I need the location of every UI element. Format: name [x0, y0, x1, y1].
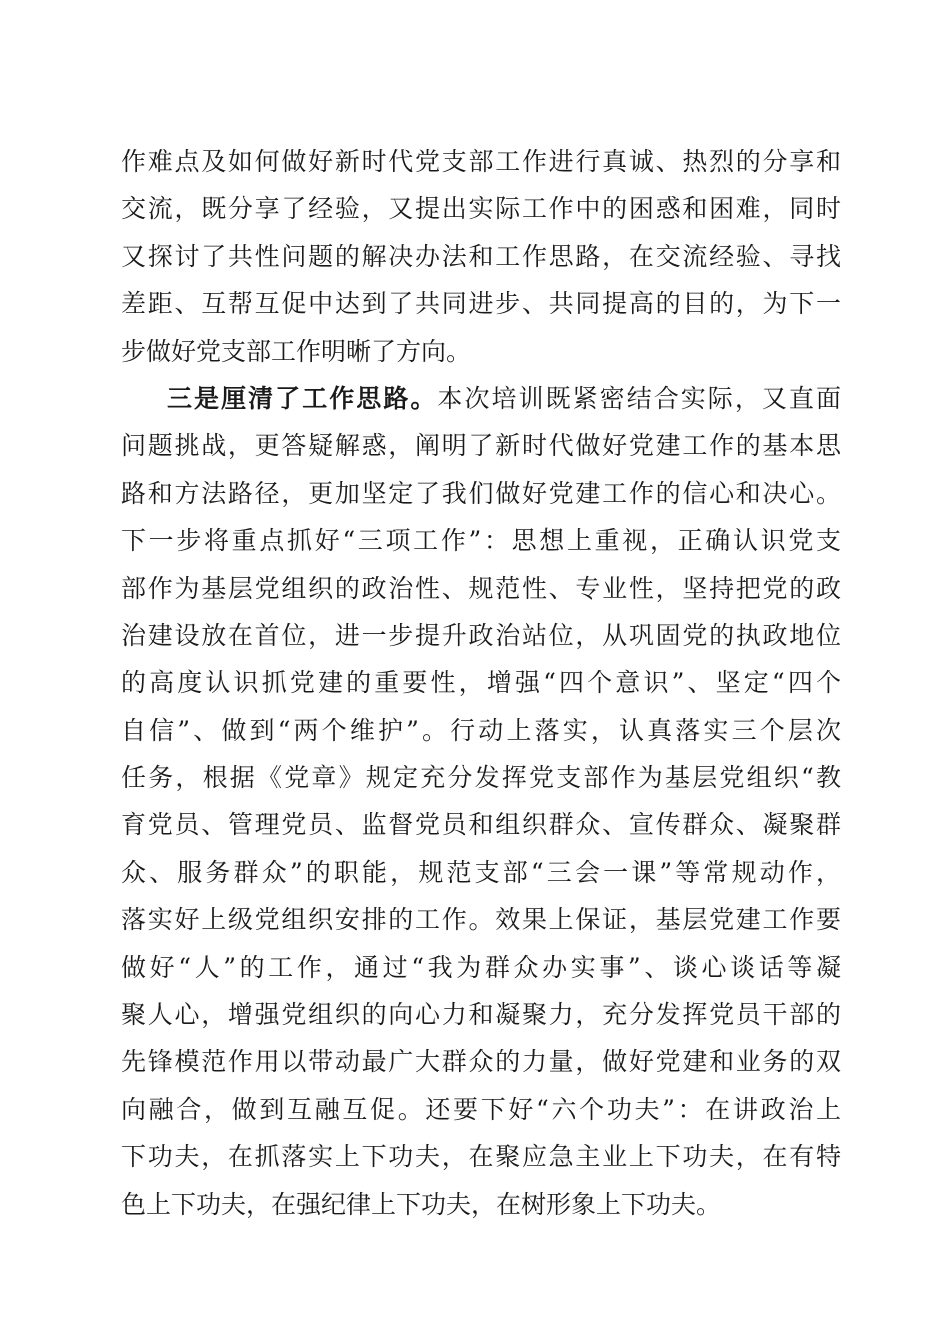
- paragraph-first-line: [121, 375, 841, 422]
- body-text: [121, 138, 841, 1228]
- text-line: 做好“人”的工作，通过“我为群众办实事”、谈心谈话等凝: [121, 952, 841, 982]
- text-line: 差距、互帮互促中达到了共同进步、共同提高的目的，为下一: [121, 289, 841, 319]
- text-line: 的高度认识抓党建的重要性，增强“四个意识”、坚定“四个: [121, 668, 841, 698]
- text-line: 先锋模范作用以带动最广大群众的力量，做好党建和业务的双: [121, 1047, 841, 1077]
- paragraph-lead-heading: 三是厘清了工作思路。: [167, 383, 438, 413]
- text-line: 作难点及如何做好新时代党支部工作进行真诚、热烈的分享和: [121, 147, 841, 176]
- text-line: 众、服务群众”的职能，规范支部“三会一课”等常规动作，: [121, 857, 841, 887]
- text-line: 聚人心，增强党组织的向心力和凝聚力，充分发挥党员干部的: [121, 1000, 841, 1030]
- text-line: 自信”、做到“两个维护”。行动上落实，认真落实三个层次: [121, 715, 841, 745]
- text-line: 部作为基层党组织的政治性、规范性、专业性，坚持把党的政: [121, 573, 841, 603]
- paragraph-1: [121, 138, 841, 375]
- text-line: 步做好党支部工作明晰了方向。: [121, 336, 472, 366]
- paragraph-2: [121, 375, 841, 1228]
- text-line: 育党员、管理党员、监督党员和组织群众、宣传群众、凝聚群: [121, 810, 841, 840]
- text-line: 下功夫，在抓落实上下功夫，在聚应急主业上下功夫，在有特: [121, 1142, 841, 1172]
- text-line: 任务，根据《党章》规定充分发挥党支部作为基层党组织“教: [121, 763, 841, 793]
- text-line: 色上下功夫，在强纪律上下功夫，在树形象上下功夫。: [121, 1189, 722, 1219]
- text-line: 下一步将重点抓好“三项工作”：思想上重视，正确认识党支: [121, 526, 841, 556]
- text-line: 治建设放在首位，进一步提升政治站位，从巩固党的执政地位: [121, 620, 841, 650]
- text-line: 问题挑战，更答疑解惑，阐明了新时代做好党建工作的基本思: [121, 431, 841, 461]
- text-line: 又探讨了共性问题的解决办法和工作思路，在交流经验、寻找: [121, 241, 841, 271]
- text-line: 交流，既分享了经验，又提出实际工作中的困惑和困难，同时: [121, 194, 841, 224]
- text-line: 向融合，做到互融互促。还要下好“六个功夫”：在讲政治上: [121, 1094, 841, 1124]
- text-line: 落实好上级党组织安排的工作。效果上保证，基层党建工作要: [121, 905, 841, 935]
- text-line: 路和方法路径，更加坚定了我们做好党建工作的信心和决心。: [121, 478, 841, 508]
- text-fragment: 本次培训既紧密结合实际，又直面: [437, 383, 841, 413]
